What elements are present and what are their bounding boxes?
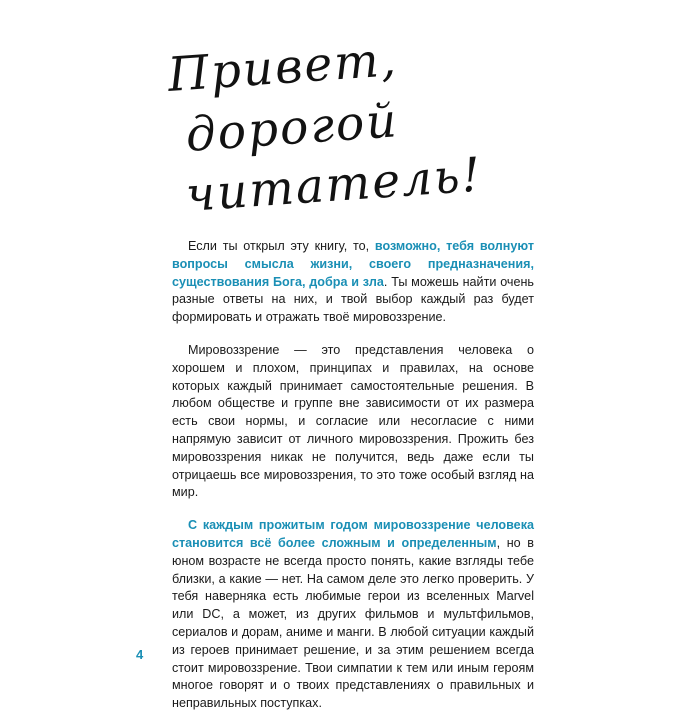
title-line-2: дорогой: [184, 93, 401, 163]
paragraph-3-highlight: С каждым прожитым годом мировоззрение человека становится всё более сложным и определенным: [172, 518, 534, 550]
paragraph-2-text: Мировоззрение — это представления человека о хорошем и плохом, принципах и правилах, на основе которых каждый принимает самостоятельные решения. В любом обществе и группе вне зависимости от их размера есть свои нормы, и согласие или несогласие с ними напрямую зависит от личного мировоззрения. Прожить без мировоззрения никак не получится, ведь даже если ты отрицаешь все мировоззрения, то это тоже особый взгляд на мир.: [172, 342, 534, 500]
body-text: [172, 238, 534, 728]
title-line-3: читатель!: [184, 147, 485, 223]
paragraph-1-highlight: возможно, тебя волнуют вопросы смысла жизни, своего предназначения, существования Бога, добра и зла: [172, 239, 534, 289]
paragraph-3-end: , но в юном возрасте не всегда просто понять, какие взгляды тебе близки, а какие — нет. На самом деле это легко проверить. У тебя наверняка есть любимые герои из вселенных Marvel или DC, а может, из других фильмов и мультфильмов, сериалов и дорам, аниме и манги. В любой ситуации каждый из героев принимает решение, и за этим решением всегда стоит мировоззрение. Твои симпатии к тем или иным героям многое говорят и о твоих представлениях о правильных и неправильных поступках.: [172, 535, 534, 711]
page-number: 4: [136, 647, 144, 662]
paragraph-2: [172, 342, 534, 502]
paragraph-3: [172, 517, 534, 713]
handwritten-title: [166, 32, 485, 226]
title-line-1: Привет,: [166, 32, 400, 103]
paragraph-1-end: . Ты можешь найти очень разные ответы на них, и твой выбор каждый раз будет формировать и отражать твоё мировоззрение.: [172, 274, 534, 325]
paragraph-1: [172, 238, 534, 327]
paragraph-1-start: Если ты открыл эту книгу, то,: [188, 239, 375, 253]
